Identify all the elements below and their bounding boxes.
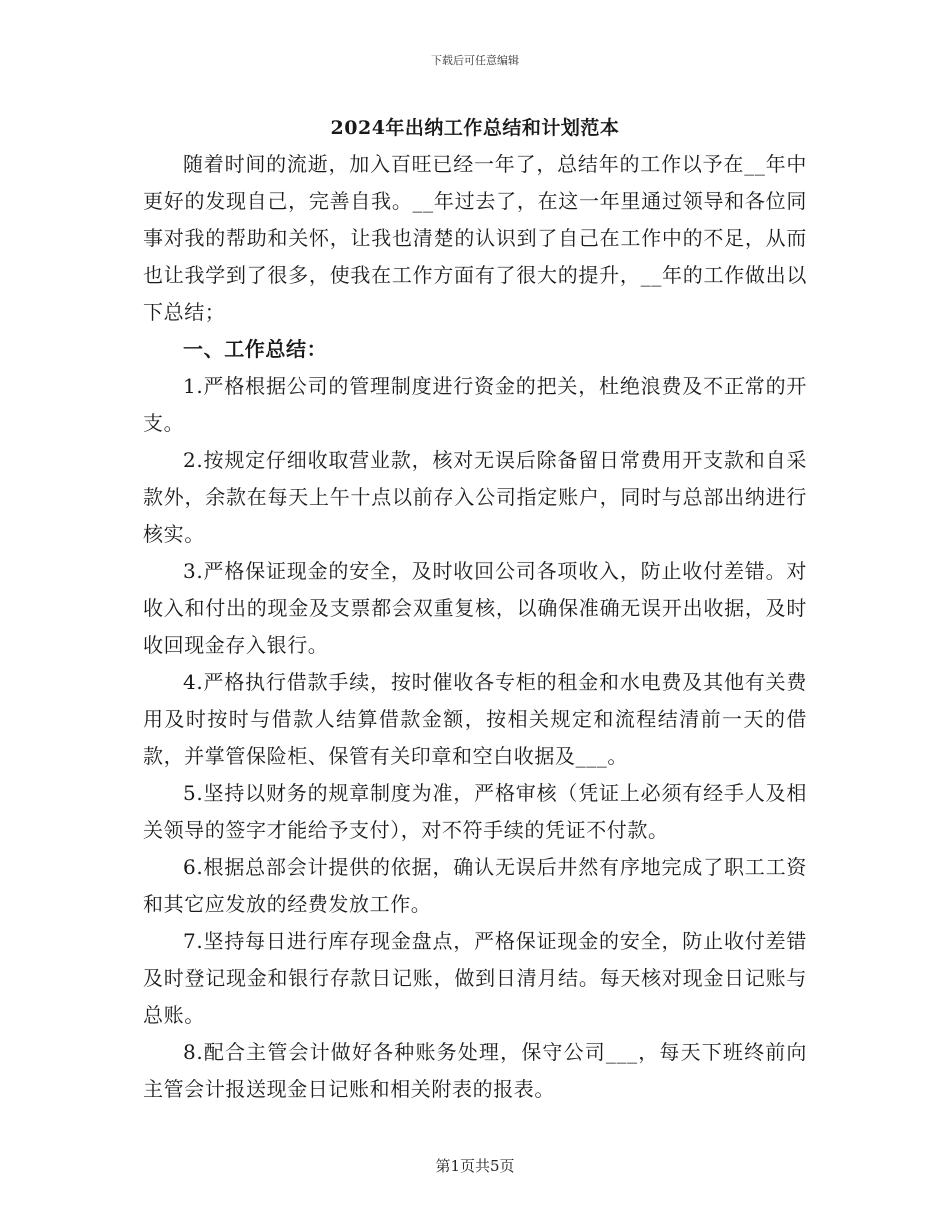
- intro-paragraph: 随着时间的流逝，加入百旺已经一年了，总结年的工作以予在__年中更好的发现自己，完善自我。__年过去了，在这一年里通过领导和各位同事对我的帮助和关怀，让我也清楚的认识到了自己在工作中的不足，从而也让我学到了很多，使我在工作方面有了很大的提升，__年的工作做出以下总结；: [143, 152, 807, 324]
- summary-item-4: 4.严格执行借款手续，按时催收各专柜的租金和水电费及其他有关费用及时按时与借款人结算借款金额，按相关规定和流程结清前一天的借款，并掌管保险柜、保管有关印章和空白收据及___。: [143, 670, 807, 768]
- summary-item-8: 8.配合主管会计做好各种账务处理，保守公司___，每天下班终前向主管会计报送现金日记账和相关附表的报表。: [143, 1040, 807, 1101]
- summary-item-1: 1.严格根据公司的管理制度进行资金的把关，杜绝浪费及不正常的开支。: [143, 374, 807, 435]
- document-body: [143, 110, 807, 1108]
- section-heading: 一、工作总结：: [183, 337, 328, 361]
- summary-item-2: 2.按规定仔细收取营业款，核对无误后除备留日常费用开支款和自采款外，余款在每天上午十点以前存入公司指定账户，同时与总部出纳进行核实。: [143, 448, 807, 546]
- page-number-footer: 第1页共5页: [435, 1157, 515, 1175]
- summary-item-5: 5.坚持以财务的规章制度为准，严格审核（凭证上必须有经手人及相关领导的签字才能给予支付），对不符手续的凭证不付款。: [143, 781, 807, 842]
- summary-item-3: 3.严格保证现金的安全，及时收回公司各项收入，防止收付差错。对收入和付出的现金及支票都会双重复核，以确保准确无误开出收据，及时收回现金存入银行。: [143, 559, 807, 657]
- work-summary-list: [143, 368, 807, 1108]
- summary-item-6: 6.根据总部会计提供的依据，确认无误后井然有序地完成了职工工资和其它应发放的经费发放工作。: [143, 855, 807, 916]
- header-note: 下载后可任意编辑: [431, 54, 519, 67]
- summary-item-7: 7.坚持每日进行库存现金盘点，严格保证现金的安全，防止收付差错及时登记现金和银行存款日记账，做到日清月结。每天核对现金日记账与总账。: [143, 929, 807, 1027]
- document-title: 2024年出纳工作总结和计划范本: [330, 117, 620, 139]
